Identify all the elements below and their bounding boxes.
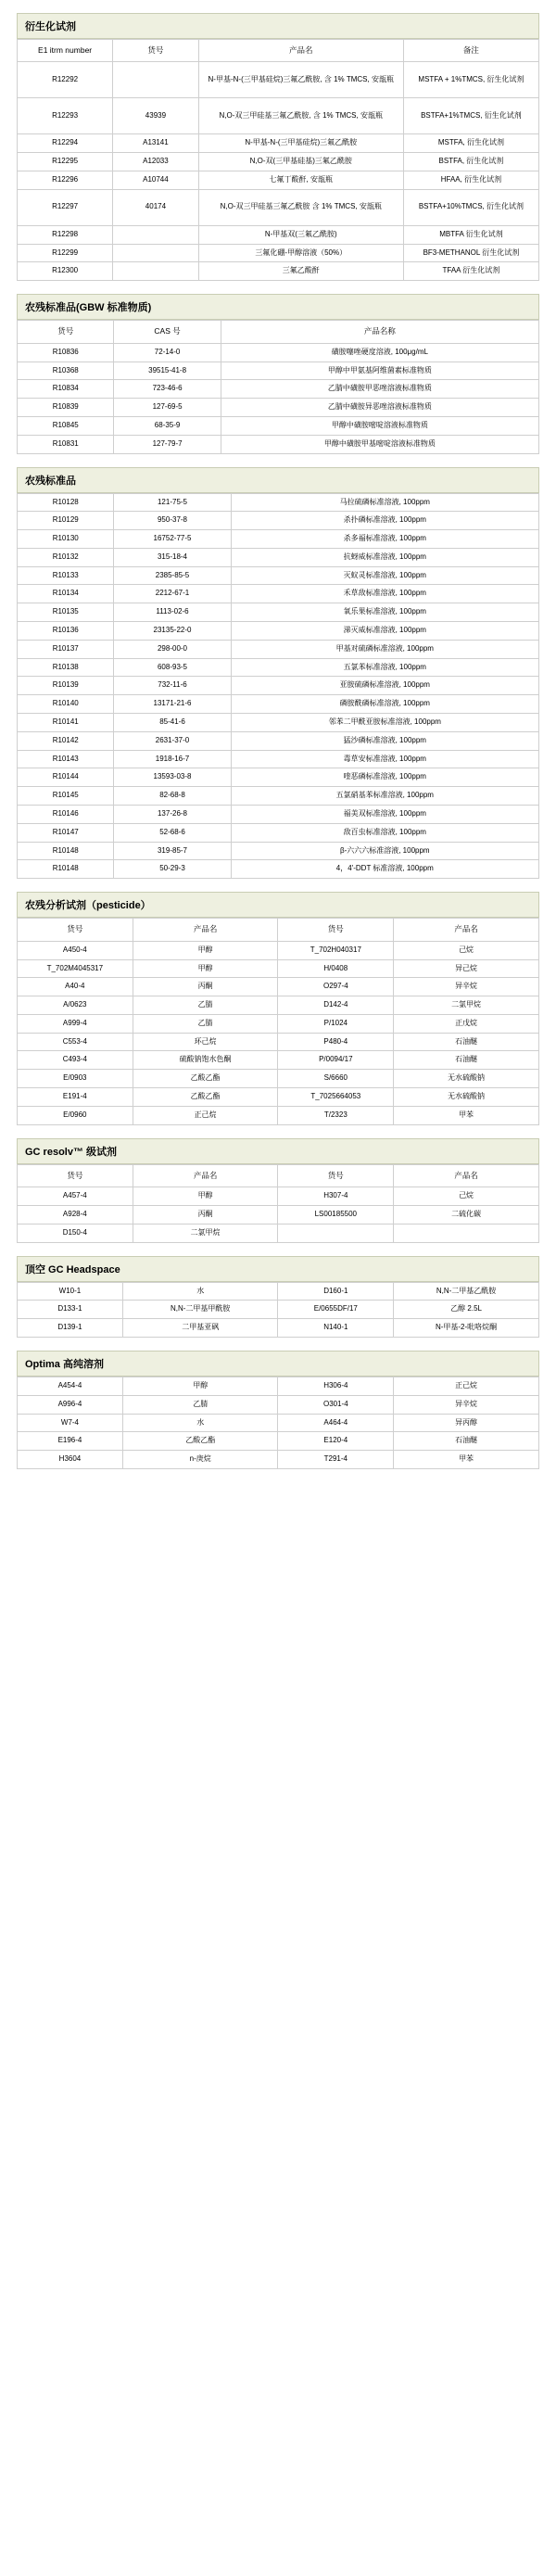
cell: 甲基对硫磷标准溶液, 100ppm: [231, 640, 538, 658]
cell: 毒草安标准溶液, 100ppm: [231, 750, 538, 768]
cell: [113, 225, 198, 244]
table-row: [18, 714, 539, 732]
cell: 马拉硫磷标准溶液, 100ppm: [231, 493, 538, 512]
column-header: 产品名称: [221, 321, 538, 343]
cell: 涕灭威标准溶液, 100ppm: [231, 622, 538, 641]
column-header: 产品名: [394, 1164, 539, 1186]
cell: T_7025664053: [278, 1088, 394, 1107]
column-header: 产品名: [394, 919, 539, 941]
cell: E196-4: [18, 1432, 123, 1451]
section-title: GC resolv™ 级试剂: [17, 1138, 539, 1164]
table-row: [18, 566, 539, 585]
table-row: [18, 787, 539, 806]
cell: 732-11-6: [114, 677, 231, 695]
cell: 52-68-6: [114, 823, 231, 842]
column-header: 备注: [403, 40, 538, 62]
cell: R10138: [18, 658, 114, 677]
table-row: [18, 640, 539, 658]
section-derivatization: [17, 13, 539, 281]
cell: 甲苯: [394, 1451, 539, 1469]
cell: R10130: [18, 530, 114, 549]
cell: S/6660: [278, 1070, 394, 1088]
cell: 甲醇: [133, 941, 278, 959]
cell: BSTFA+1%TMCS, 衍生化试剂: [403, 98, 538, 134]
cell: R10148: [18, 860, 114, 879]
table-row: [18, 823, 539, 842]
table-row: [18, 493, 539, 512]
cell: R12296: [18, 171, 113, 190]
cell: [113, 62, 198, 98]
cell: 异辛烷: [394, 1395, 539, 1414]
table-row: [18, 768, 539, 787]
cell: 甲醇: [133, 1187, 278, 1206]
cell: R12300: [18, 262, 113, 281]
cell: 甲醇: [133, 959, 278, 978]
section-pesticide-std: [17, 467, 539, 880]
column-header: 产品名: [198, 40, 403, 62]
cell: D160-1: [278, 1282, 394, 1301]
table-row: [18, 1414, 539, 1432]
table-row: [18, 1395, 539, 1414]
table-row: [18, 1432, 539, 1451]
table-header-row: [18, 40, 539, 62]
table-derivatization: [17, 39, 539, 281]
table-header-row: [18, 1164, 539, 1186]
column-header: 货号: [18, 1164, 133, 1186]
table-row: [18, 1106, 539, 1124]
cell: P/0094/17: [278, 1051, 394, 1070]
column-header: 货号: [18, 321, 114, 343]
cell: [113, 262, 198, 281]
cell: MBTFA 衍生化试剂: [403, 225, 538, 244]
cell: 邻苯二甲酰亚胺标准溶液, 100ppm: [231, 714, 538, 732]
column-header: CAS 号: [114, 321, 221, 343]
cell: N-甲基-N-(三甲基硅烷)三氟乙酰胺, 含 1% TMCS, 安瓿瓶: [198, 62, 403, 98]
table-row: [18, 585, 539, 603]
cell: 杀扑磷标准溶液, 100ppm: [231, 512, 538, 530]
cell: 40174: [113, 189, 198, 225]
table-row: [18, 548, 539, 566]
cell: R12295: [18, 153, 113, 171]
cell: 2631-37-0: [114, 731, 231, 750]
cell: A13141: [113, 134, 198, 153]
table-row: [18, 153, 539, 171]
cell: E191-4: [18, 1088, 133, 1107]
column-header: 产品名: [133, 919, 278, 941]
column-header: 货号: [113, 40, 198, 62]
cell: N,O-双(三甲基硅基)三氟乙酰胺: [198, 153, 403, 171]
table-row: [18, 380, 539, 399]
table-row: [18, 860, 539, 879]
cell: N140-1: [278, 1319, 394, 1338]
cell: 13171-21-6: [114, 695, 231, 714]
table-row: [18, 189, 539, 225]
section-title: Optima 高纯溶剂: [17, 1351, 539, 1377]
cell: 三氟乙酸酐: [198, 262, 403, 281]
table-row: [18, 1319, 539, 1338]
cell: R10147: [18, 823, 114, 842]
cell: 950-37-8: [114, 512, 231, 530]
cell: D133-1: [18, 1301, 123, 1319]
cell: 43939: [113, 98, 198, 134]
cell: 磺胺噻唑硬度溶液, 100μg/mL: [221, 343, 538, 362]
cell: R12297: [18, 189, 113, 225]
table-row: [18, 1033, 539, 1051]
cell: R10839: [18, 399, 114, 417]
cell: 72-14-0: [114, 343, 221, 362]
cell: 二甲基亚砜: [122, 1319, 278, 1338]
cell: 猛沙磷标准溶液, 100ppm: [231, 731, 538, 750]
table-row: [18, 677, 539, 695]
cell: 异辛烷: [394, 978, 539, 996]
cell: H306-4: [278, 1377, 394, 1395]
cell: 甲苯: [394, 1106, 539, 1124]
cell: H307-4: [278, 1187, 394, 1206]
column-header: 货号: [278, 1164, 394, 1186]
column-header: 货号: [18, 919, 133, 941]
cell: 乙酸乙酯: [133, 1070, 278, 1088]
table-row: [18, 225, 539, 244]
section-headspace: [17, 1256, 539, 1338]
cell: 水: [122, 1282, 278, 1301]
cell: MSTFA + 1%TMCS, 衍生化试剂: [403, 62, 538, 98]
cell: N-甲基双(三氟乙酰胺): [198, 225, 403, 244]
cell: 319-85-7: [114, 842, 231, 860]
cell: A454-4: [18, 1377, 123, 1395]
cell: 敌百虫标准溶液, 100ppm: [231, 823, 538, 842]
section-gbw: [17, 294, 539, 453]
cell: 己烷: [394, 1187, 539, 1206]
cell: H/0408: [278, 959, 394, 978]
table-row: [18, 435, 539, 453]
cell: R10148: [18, 842, 114, 860]
cell: R10136: [18, 622, 114, 641]
cell: 乙酸乙酯: [122, 1432, 278, 1451]
cell: 4，4'-DDT 标准溶液, 100ppm: [231, 860, 538, 879]
table-header-row: [18, 919, 539, 941]
cell: 乙醇 2.5L: [394, 1301, 539, 1319]
table-row: [18, 806, 539, 824]
section-optima: [17, 1351, 539, 1469]
cell: N-甲基-N-(三甲基硅烷)三氟乙酰胺: [198, 134, 403, 153]
table-row: [18, 512, 539, 530]
table-row: [18, 62, 539, 98]
table-row: [18, 1282, 539, 1301]
table-row: [18, 343, 539, 362]
cell: 己烷: [394, 941, 539, 959]
cell: R10368: [18, 362, 114, 380]
cell: R12299: [18, 244, 113, 262]
cell: R10145: [18, 787, 114, 806]
cell: T_702H040317: [278, 941, 394, 959]
cell: 68-35-9: [114, 416, 221, 435]
cell: 水: [122, 1414, 278, 1432]
cell: [394, 1224, 539, 1242]
cell: 硫酸钠饱水色酮: [133, 1051, 278, 1070]
table-row: [18, 362, 539, 380]
cell: T291-4: [278, 1451, 394, 1469]
table-optima: [17, 1377, 539, 1469]
cell: 16752-77-5: [114, 530, 231, 549]
cell: 异己烷: [394, 959, 539, 978]
cell: 13593-03-8: [114, 768, 231, 787]
cell: 乙腈: [133, 996, 278, 1015]
column-header: 货号: [278, 919, 394, 941]
cell: 137-26-8: [114, 806, 231, 824]
cell: 喹恶磷标准溶液, 100ppm: [231, 768, 538, 787]
cell: [278, 1224, 394, 1242]
cell: R10836: [18, 343, 114, 362]
table-row: [18, 171, 539, 190]
section-title: 顶空 GC Headspace: [17, 1256, 539, 1282]
cell: R10128: [18, 493, 114, 512]
cell: 乙酸乙酯: [133, 1088, 278, 1107]
cell: LS00185500: [278, 1205, 394, 1224]
section-title: 农残分析试剂（pesticide）: [17, 892, 539, 918]
table-row: [18, 1451, 539, 1469]
cell: D142-4: [278, 996, 394, 1015]
table-row: [18, 1187, 539, 1206]
cell: R10140: [18, 695, 114, 714]
cell: C493-4: [18, 1051, 133, 1070]
table-row: [18, 1224, 539, 1242]
cell: 甲醇中甲氨基阿维菌素标准物质: [221, 362, 538, 380]
cell: D139-1: [18, 1319, 123, 1338]
table-row: [18, 750, 539, 768]
table-row: [18, 134, 539, 153]
cell: R10129: [18, 512, 114, 530]
table-pesticide-std: [17, 493, 539, 880]
cell: 乙腈: [133, 1014, 278, 1033]
cell: P/1024: [278, 1014, 394, 1033]
cell: A464-4: [278, 1414, 394, 1432]
cell: BF3-METHANOL 衍生化试剂: [403, 244, 538, 262]
table-row: [18, 842, 539, 860]
table-row: [18, 695, 539, 714]
cell: R10135: [18, 603, 114, 622]
cell: 723-46-6: [114, 380, 221, 399]
cell: 二硫化碳: [394, 1205, 539, 1224]
table-row: [18, 1301, 539, 1319]
cell: N,N-二甲基乙酰胺: [394, 1282, 539, 1301]
cell: 二氯甲烷: [394, 996, 539, 1015]
cell: R12294: [18, 134, 113, 153]
cell: 甲醇: [122, 1377, 278, 1395]
cell: R12292: [18, 62, 113, 98]
cell: A928-4: [18, 1205, 133, 1224]
table-row: [18, 658, 539, 677]
cell: 50-29-3: [114, 860, 231, 879]
table-row: [18, 603, 539, 622]
cell: 127-79-7: [114, 435, 221, 453]
section-title: 农残标准品: [17, 467, 539, 493]
cell: 2212-67-1: [114, 585, 231, 603]
table-row: [18, 399, 539, 417]
cell: R10146: [18, 806, 114, 824]
cell: R10141: [18, 714, 114, 732]
cell: H3604: [18, 1451, 123, 1469]
table-row: [18, 959, 539, 978]
cell: 磷胺酰磷标准溶液, 100ppm: [231, 695, 538, 714]
cell: R10132: [18, 548, 114, 566]
cell: P480-4: [278, 1033, 394, 1051]
cell: E/0960: [18, 1106, 133, 1124]
cell: 乙腈: [122, 1395, 278, 1414]
cell: O297-4: [278, 978, 394, 996]
cell: 2385-85-5: [114, 566, 231, 585]
cell: MSTFA, 衍生化试剂: [403, 134, 538, 153]
cell: 亚胺硫磷标准溶液, 100ppm: [231, 677, 538, 695]
cell: A996-4: [18, 1395, 123, 1414]
cell: 1113-02-6: [114, 603, 231, 622]
table-row: [18, 530, 539, 549]
section-gc-resolv: [17, 1138, 539, 1243]
cell: 石油醚: [394, 1051, 539, 1070]
table-row: [18, 98, 539, 134]
cell: R10142: [18, 731, 114, 750]
cell: 乙腈中磺胺甲恶唑溶液标准物质: [221, 380, 538, 399]
cell: T_702M4045317: [18, 959, 133, 978]
cell: 杀多福标准溶液, 100ppm: [231, 530, 538, 549]
cell: [113, 244, 198, 262]
cell: 氧乐果标准溶液, 100ppm: [231, 603, 538, 622]
cell: R12293: [18, 98, 113, 134]
cell: 七氟丁酸酐, 安瓿瓶: [198, 171, 403, 190]
table-gbw: [17, 320, 539, 453]
cell: 甲醇中磺胺甲基嘧啶溶液标准物质: [221, 435, 538, 453]
cell: HFAA, 衍生化试剂: [403, 171, 538, 190]
column-header: E1 itrm number: [18, 40, 113, 62]
cell: R10845: [18, 416, 114, 435]
cell: BSTFA+10%TMCS, 衍生化试剂: [403, 189, 538, 225]
table-row: [18, 1088, 539, 1107]
cell: R10834: [18, 380, 114, 399]
cell: BSTFA, 衍生化试剂: [403, 153, 538, 171]
table-row: [18, 731, 539, 750]
cell: R10143: [18, 750, 114, 768]
cell: 石油醚: [394, 1432, 539, 1451]
cell: N-甲基-2-吡咯烷酮: [394, 1319, 539, 1338]
cell: C553-4: [18, 1033, 133, 1051]
table-row: [18, 978, 539, 996]
cell: W7-4: [18, 1414, 123, 1432]
cell: R10137: [18, 640, 114, 658]
cell: R10831: [18, 435, 114, 453]
cell: β-六六六标准溶液, 100ppm: [231, 842, 538, 860]
cell: 正戊烷: [394, 1014, 539, 1033]
table-header-row: [18, 321, 539, 343]
table-row: [18, 416, 539, 435]
cell: R10133: [18, 566, 114, 585]
cell: A999-4: [18, 1014, 133, 1033]
cell: E120-4: [278, 1432, 394, 1451]
cell: 82-68-8: [114, 787, 231, 806]
table-row: [18, 1051, 539, 1070]
cell: 无水硫酸钠: [394, 1088, 539, 1107]
cell: 608-93-5: [114, 658, 231, 677]
cell: 121-75-5: [114, 493, 231, 512]
cell: 石油醚: [394, 1033, 539, 1051]
cell: 二氯甲烷: [133, 1224, 278, 1242]
section-title: 农残标准品(GBW 标准物质): [17, 294, 539, 320]
cell: O301-4: [278, 1395, 394, 1414]
table-row: [18, 1070, 539, 1088]
cell: 298-00-0: [114, 640, 231, 658]
table-row: [18, 941, 539, 959]
table-row: [18, 996, 539, 1015]
cell: 1918-16-7: [114, 750, 231, 768]
column-header: 产品名: [133, 1164, 278, 1186]
section-pesticide-reagent: [17, 892, 539, 1124]
cell: N,O-双三甲硅基三氟乙酰胺, 含 1% TMCS, 安瓿瓶: [198, 98, 403, 134]
cell: 正己烷: [394, 1377, 539, 1395]
cell: A457-4: [18, 1187, 133, 1206]
table-row: [18, 1205, 539, 1224]
cell: A40-4: [18, 978, 133, 996]
cell: T/2323: [278, 1106, 394, 1124]
cell: 福美双标准溶液, 100ppm: [231, 806, 538, 824]
cell: E/0903: [18, 1070, 133, 1088]
cell: 禾草敌标准溶液, 100ppm: [231, 585, 538, 603]
cell: A/0623: [18, 996, 133, 1015]
cell: 39515-41-8: [114, 362, 221, 380]
table-headspace: [17, 1282, 539, 1338]
table-row: [18, 244, 539, 262]
cell: 灭蚁灵标准溶液, 100ppm: [231, 566, 538, 585]
cell: E/0655DF/17: [278, 1301, 394, 1319]
cell: D150-4: [18, 1224, 133, 1242]
table-gc-resolv: [17, 1164, 539, 1243]
cell: 抗蚜威标准溶液, 100ppm: [231, 548, 538, 566]
cell: W10-1: [18, 1282, 123, 1301]
cell: R10134: [18, 585, 114, 603]
cell: 315-18-4: [114, 548, 231, 566]
cell: R10139: [18, 677, 114, 695]
table-row: [18, 1377, 539, 1395]
cell: 五氯硝基苯标准溶液, 100ppm: [231, 787, 538, 806]
cell: 甲醇中磺胺嘧啶溶液标准物质: [221, 416, 538, 435]
cell: A10744: [113, 171, 198, 190]
table-row: [18, 1014, 539, 1033]
cell: n-庚烷: [122, 1451, 278, 1469]
cell: 丙酮: [133, 978, 278, 996]
cell: 85-41-6: [114, 714, 231, 732]
cell: 正己烷: [133, 1106, 278, 1124]
cell: N,N-二甲基甲酰胺: [122, 1301, 278, 1319]
cell: 无水硫酸钠: [394, 1070, 539, 1088]
cell: R12298: [18, 225, 113, 244]
cell: TFAA 衍生化试剂: [403, 262, 538, 281]
cell: 乙腈中磺胺异恶唑溶液标准物质: [221, 399, 538, 417]
cell: 127-69-5: [114, 399, 221, 417]
table-pesticide-reagent: [17, 918, 539, 1124]
cell: 三氟化硼-甲醇溶液（50%）: [198, 244, 403, 262]
cell: N,O-双三甲硅基三氟乙酰胺 含 1% TMCS, 安瓿瓶: [198, 189, 403, 225]
section-title: 衍生化试剂: [17, 13, 539, 39]
cell: A12033: [113, 153, 198, 171]
cell: 五氯苯标准溶液, 100ppm: [231, 658, 538, 677]
table-row: [18, 622, 539, 641]
cell: A450-4: [18, 941, 133, 959]
cell: 23135-22-0: [114, 622, 231, 641]
cell: 环己烷: [133, 1033, 278, 1051]
cell: R10144: [18, 768, 114, 787]
table-row: [18, 262, 539, 281]
cell: 丙酮: [133, 1205, 278, 1224]
cell: 异丙醇: [394, 1414, 539, 1432]
